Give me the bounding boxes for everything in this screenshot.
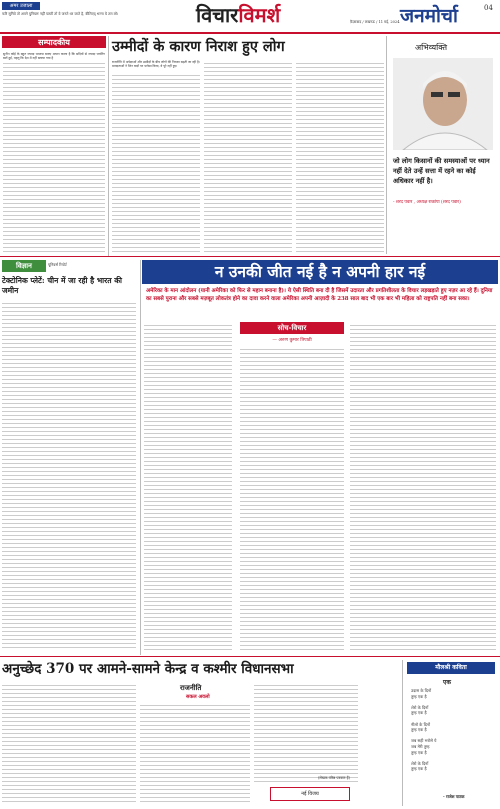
bottom-inset-box: नई विजय <box>270 787 350 801</box>
masthead-tagline: फरि सुनिये तो अपने युनियरू नहीं पलटी तो ये जनते थर जाते है, बीलिएद् भरना ये तरा लो। <box>2 12 119 16</box>
bottom-headline: अनुच्छेद 370 पर आमने-सामने केन्द्र व कश्मीर विधानसभा <box>2 661 294 677</box>
bottom-col-1 <box>2 682 136 804</box>
masthead <box>0 0 500 34</box>
opinion-quote: जो लोग किसानों की समस्याओं पर ध्यान नहीं देते उन्हें सत्ता में रहने का कोई अधिकार नहीं है। <box>393 157 490 185</box>
masthead-title <box>196 4 280 26</box>
editorial-col-3 <box>296 60 384 254</box>
sidebar-body <box>3 52 105 252</box>
masthead-title-a: विचार <box>196 3 239 27</box>
poetry-line: तुम्ह एक है <box>411 727 427 733</box>
lead-rule <box>140 260 141 655</box>
poetry-line: उदास के दिनों <box>411 688 432 693</box>
lead-sub-label: यूनिवर्स रिपोर्ट <box>48 262 67 267</box>
poetry-poet: - राजेश पाठक <box>443 794 465 799</box>
masthead-page-number: 04 <box>484 4 493 12</box>
lead-section-label: विज्ञान <box>2 260 46 272</box>
opinion-box <box>386 36 498 254</box>
opinion-author: - शरद पवार , अध्यक्ष राकांपा (शरद पवार) <box>393 200 461 205</box>
bottom-col-2 <box>140 702 250 804</box>
lead-deck: अमेरिका के मान आंदोलन (यानी अमेरिका को फिर से महान बनाना है)। ये ऐसी स्थिति बना दी है जिसमें उदारता और प्रगतिशीलता के विचार लड़खड़ाते हुए नज़र आ रहे हैं। दुनिया का सबसे पुराना और सबसे मज़बूत लोकतंत्र होने का दावा करने वाला अमेरिका अपनी आज़ादी के 238 साल बाद भी एक बार भी महिला को राष्ट्रपति नहीं बना सका। <box>146 288 493 302</box>
lead-col-1 <box>144 322 232 652</box>
masthead-badge: अमर उजाला <box>2 2 40 10</box>
poetry-line: शेरो के दिनों <box>411 704 429 710</box>
poetry-lines <box>411 688 495 772</box>
sidebar-heading: सम्पादकीय <box>2 36 106 48</box>
poetry-line: तुम्ह एक है <box>411 749 427 755</box>
sidebar-lead-text: सुनीन कोई के बहुत ज्यादा भाजपा बताए अधान करता है कि सदियों से ज्यादा प्लानिंग बातें हुई, पहलू कि देश में नहीं बताया गया है <box>3 52 105 60</box>
lead-col-2 <box>240 346 344 652</box>
editorial-lead-text: राजनीति में अपेक्षाओं और उम्मीदों के बीच लोगों की निराशा बढ़ती जा रही है। मतदाताओं ने जिन वादों पर भरोसा किया, वे पूरे नहीं हुए। <box>112 60 200 72</box>
poetry-box <box>402 660 498 806</box>
mid-rule <box>0 256 500 257</box>
poetry-line: तुम्ह एक है <box>411 766 427 772</box>
editorial-col-2 <box>204 60 292 254</box>
bottom-sub-section: सकल अवलो <box>186 694 210 700</box>
masthead-rule <box>0 32 500 34</box>
poetry-line: जब मेरी तुम्ह <box>411 743 430 749</box>
masthead-brand: जनमोर्चा <box>400 5 458 27</box>
masthead-dateline: फ़ैज़ाबाद / लखनऊ / 11 मई, 2024 <box>350 20 400 24</box>
bottom-col-3 <box>254 682 358 784</box>
poetry-line: शेरो के दिनों <box>411 760 429 766</box>
sidebar-rule <box>108 36 109 256</box>
poetry-title: मौलश्री कविता <box>407 662 495 674</box>
bottom-byline: (लेखक वरिष्ठ पत्रकार हैं) <box>318 776 350 780</box>
opinion-portrait <box>393 58 493 150</box>
poetry-line: जब सही भरोसे ये <box>411 738 437 744</box>
opinion-section: अभिव्यक्ति <box>415 43 448 52</box>
lead-poem-author: — अरुण कुमार त्रिपाठी <box>272 338 312 343</box>
lead-headline: न उनकी जीत नई है न अपनी हार नई <box>142 260 498 284</box>
editorial-col-1 <box>112 60 200 254</box>
editorial-headline: उम्मीदों के कारण निराश हुए लोग <box>112 38 285 55</box>
lead-kicker: टेक्टोनिक प्लेटें: चीन में जा रही है भारत की जमीन <box>2 276 122 295</box>
lead-poem-title: सोच-विचार <box>240 322 344 334</box>
masthead-title-b: विमर्श <box>238 3 281 27</box>
portrait-image <box>393 58 493 150</box>
lead-kicker-body <box>2 300 136 650</box>
lower-rule <box>0 656 500 657</box>
poetry-line: तुम्ह एक है <box>411 710 427 716</box>
bottom-section: राजनीति <box>180 683 202 692</box>
poetry-line: नीलो के दिनों <box>411 721 431 727</box>
poetry-line: तुम्ह एक है <box>411 693 427 699</box>
poetry-sub: एक <box>443 679 451 686</box>
lead-col-3 <box>350 322 496 652</box>
